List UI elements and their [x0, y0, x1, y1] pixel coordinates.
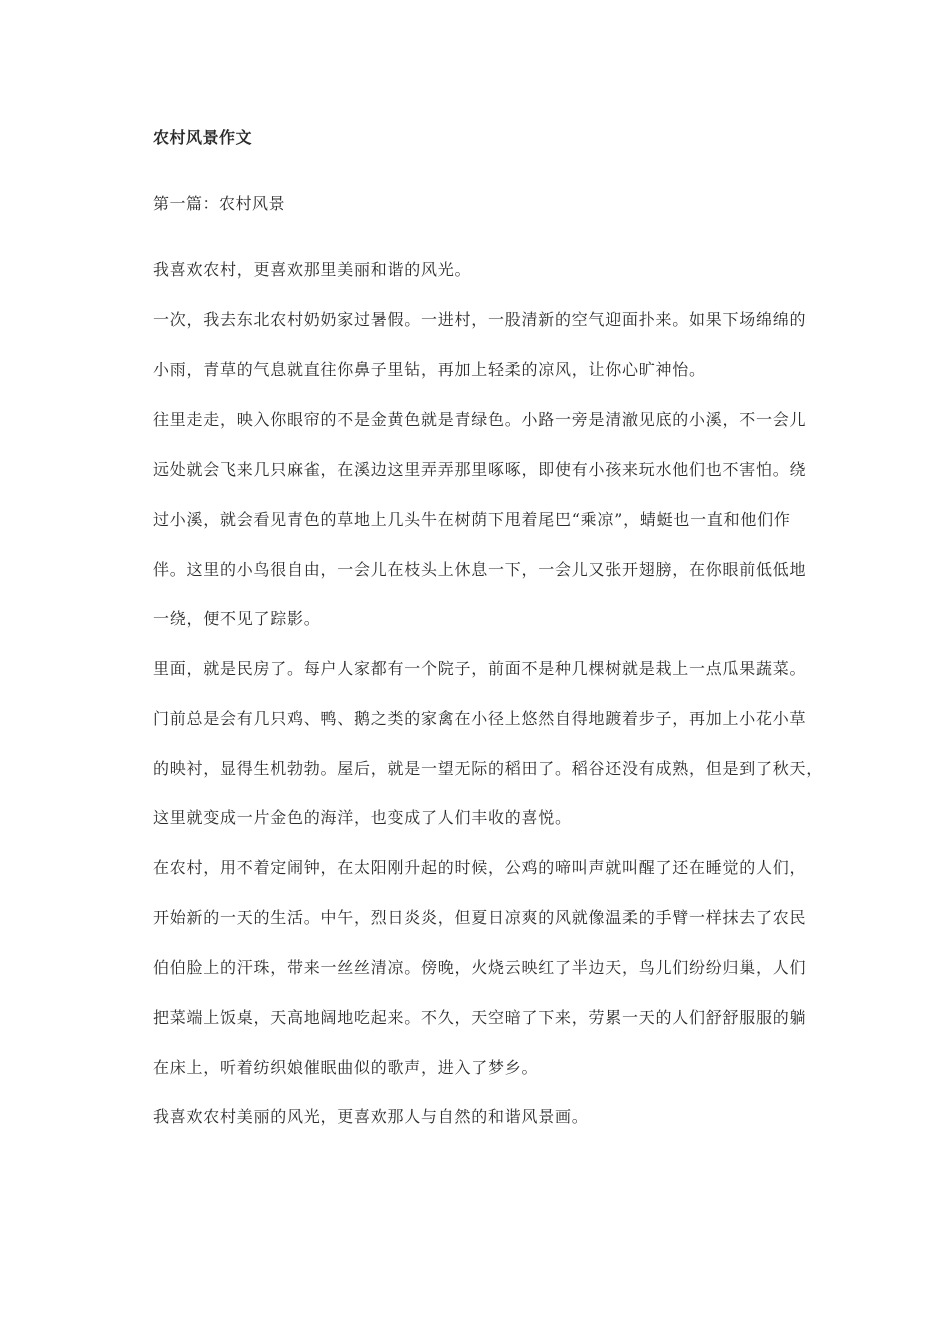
text-line: 伯伯脸上的汗珠，带来一丝丝清凉。傍晚，火烧云映红了半边天，鸟儿们纷纷归巢，人们: [153, 958, 807, 977]
text-line: 这里就变成一片金色的海洋，也变成了人们丰收的喜悦。: [153, 808, 572, 827]
text-line: 伴。这里的小鸟很自由，一会儿在枝头上休息一下，一会儿又张开翅膀，在你眼前低低地: [153, 560, 807, 579]
text-line: 的映衬，显得生机勃勃。屋后，就是一望无际的稻田了。稻谷还没有成熟，但是到了秋天，: [153, 759, 824, 778]
text-line: 过小溪，就会看见青色的草地上几头牛在树荫下甩着尾巴“乘凉”，蜻蜓也一直和他们作: [153, 510, 791, 529]
text-line: 把菜端上饭桌，天高地阔地吃起来。不久，天空暗了下来，劳累一天的人们舒舒服服的躺: [153, 1008, 807, 1027]
chapter-title: 第一篇：农村风景: [153, 194, 286, 213]
text-line: 开始新的一天的生活。中午，烈日炎炎，但夏日凉爽的风就像温柔的手臂一样抹去了农民: [153, 908, 807, 927]
text-line: 往里走走，映入你眼帘的不是金黄色就是青绿色。小路一旁是清澈见底的小溪，不一会儿: [153, 410, 807, 429]
text-line: 在床上，听着纺织娘催眠曲似的歌声，进入了梦乡。: [153, 1058, 539, 1077]
text-line: 我喜欢农村美丽的风光，更喜欢那人与自然的和谐风景画。: [153, 1107, 589, 1126]
text-line: 小雨，青草的气息就直往你鼻子里钻，再加上轻柔的凉风，让你心旷神怡。: [153, 360, 706, 379]
text-line: 里面，就是民房了。每户人家都有一个院子，前面不是种几棵树就是栽上一点瓜果蔬菜。: [153, 659, 807, 678]
text-line: 远处就会飞来几只麻雀，在溪边这里弄弄那里啄啄，即使有小孩来玩水他们也不害怕。绕: [153, 460, 807, 479]
document-title: 农村风景作文: [153, 128, 253, 147]
text-line: 门前总是会有几只鸡、鸭、鹅之类的家禽在小径上悠然自得地踱着步子，再加上小花小草: [153, 709, 807, 728]
text-line: 在农村，用不着定闹钟，在太阳刚升起的时候，公鸡的啼叫声就叫醒了还在睡觉的人们，: [153, 858, 807, 877]
text-line: 一绕，便不见了踪影。: [153, 609, 321, 628]
text-line: 我喜欢农村，更喜欢那里美丽和谐的风光。: [153, 260, 472, 279]
text-line: 一次，我去东北农村奶奶家过暑假。一进村，一股清新的空气迎面扑来。如果下场绵绵的: [153, 310, 807, 329]
